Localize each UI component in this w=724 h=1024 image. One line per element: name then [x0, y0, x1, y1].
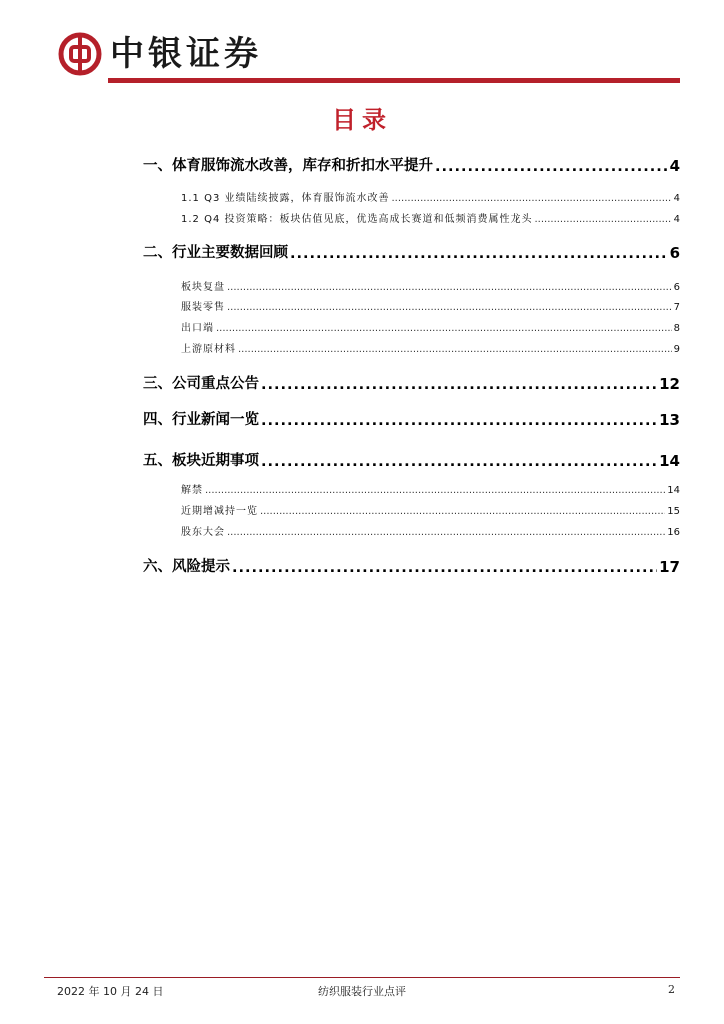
toc-entry-label: 出口端 [181, 323, 214, 334]
toc-entry-label: 六、风险提示 [143, 559, 230, 575]
toc-entry[interactable] [143, 449, 680, 470]
toc-page-number: 4 [669, 157, 680, 175]
toc-entry-label: 股东大会 [181, 527, 225, 538]
toc-page-number: 16 [667, 527, 680, 538]
dot-leader [227, 527, 665, 538]
toc-entry[interactable] [181, 298, 680, 313]
toc-page-number: 14 [659, 452, 680, 470]
dot-leader [232, 560, 657, 576]
toc-entry-label: 四、行业新闻一览 [143, 412, 259, 428]
dot-leader [227, 302, 672, 313]
toc-page-number: 6 [669, 244, 680, 262]
toc-page-number: 13 [659, 411, 680, 429]
toc-page-number: 14 [667, 485, 680, 496]
toc-page-number: 12 [659, 375, 680, 393]
dot-leader [392, 193, 672, 204]
toc-entry[interactable] [143, 154, 680, 175]
brand-name: 中银证券 [110, 34, 262, 74]
dot-leader [227, 282, 672, 293]
dot-leader [260, 506, 665, 517]
toc-page-number: 15 [667, 506, 680, 517]
toc-page-number: 17 [659, 558, 680, 576]
footer-page-number: 2 [668, 983, 675, 996]
dot-leader [261, 454, 657, 470]
dot-leader [535, 214, 672, 225]
toc-page-number: 4 [673, 214, 680, 225]
toc-entry[interactable] [181, 319, 680, 334]
bank-of-china-logo-icon [58, 32, 102, 76]
toc-title: 目录 [332, 105, 392, 134]
toc-entry[interactable] [181, 278, 680, 293]
toc-entry-label: 上游原材料 [181, 344, 236, 355]
toc-entry[interactable] [143, 241, 680, 262]
dot-leader [290, 246, 668, 262]
toc-entry-label: 近期增减持一览 [181, 506, 258, 517]
toc-entry-label: 三、公司重点公告 [143, 376, 259, 392]
toc-entry[interactable] [143, 408, 680, 429]
header-rule [108, 78, 680, 83]
toc-entry[interactable] [143, 555, 680, 576]
toc-entry-label: 服装零售 [181, 302, 225, 313]
dot-leader [261, 413, 657, 429]
dot-leader [216, 323, 672, 334]
toc-entry-label: 解禁 [181, 485, 203, 496]
footer-date: 2022 年 10 月 24 日 [57, 985, 164, 998]
toc-entry[interactable] [181, 340, 680, 355]
toc-entry[interactable] [181, 502, 680, 517]
dot-leader [238, 344, 672, 355]
footer-report-type: 纺织服装行业点评 [318, 985, 406, 998]
toc-page-number: 6 [673, 282, 680, 293]
toc-entry-label: 板块复盘 [181, 282, 225, 293]
toc-entry[interactable] [181, 210, 680, 225]
toc-page-number: 8 [673, 323, 680, 334]
toc-entry-label: 1.2 Q4 投资策略：板块估值见底，优选高成长赛道和低频消费属性龙头 [181, 214, 533, 225]
dot-leader [205, 485, 665, 496]
footer-rule [44, 977, 680, 978]
toc-page-number: 7 [673, 302, 680, 313]
toc-entry-label: 一、体育服饰流水改善，库存和折扣水平提升 [143, 158, 433, 174]
toc-entry-label: 二、行业主要数据回顾 [143, 245, 288, 261]
toc-entry[interactable] [143, 372, 680, 393]
brand-logo [58, 32, 262, 76]
toc-entry[interactable] [181, 189, 680, 204]
toc-page-number: 4 [673, 193, 680, 204]
toc-entry-label: 1.1 Q3 业绩陆续披露，体育服饰流水改善 [181, 193, 390, 204]
toc-entry[interactable] [181, 481, 680, 496]
toc-entry[interactable] [181, 523, 680, 538]
dot-leader [261, 377, 657, 393]
dot-leader [435, 159, 668, 175]
toc-page-number: 9 [673, 344, 680, 355]
toc-entry-label: 五、板块近期事项 [143, 453, 259, 469]
